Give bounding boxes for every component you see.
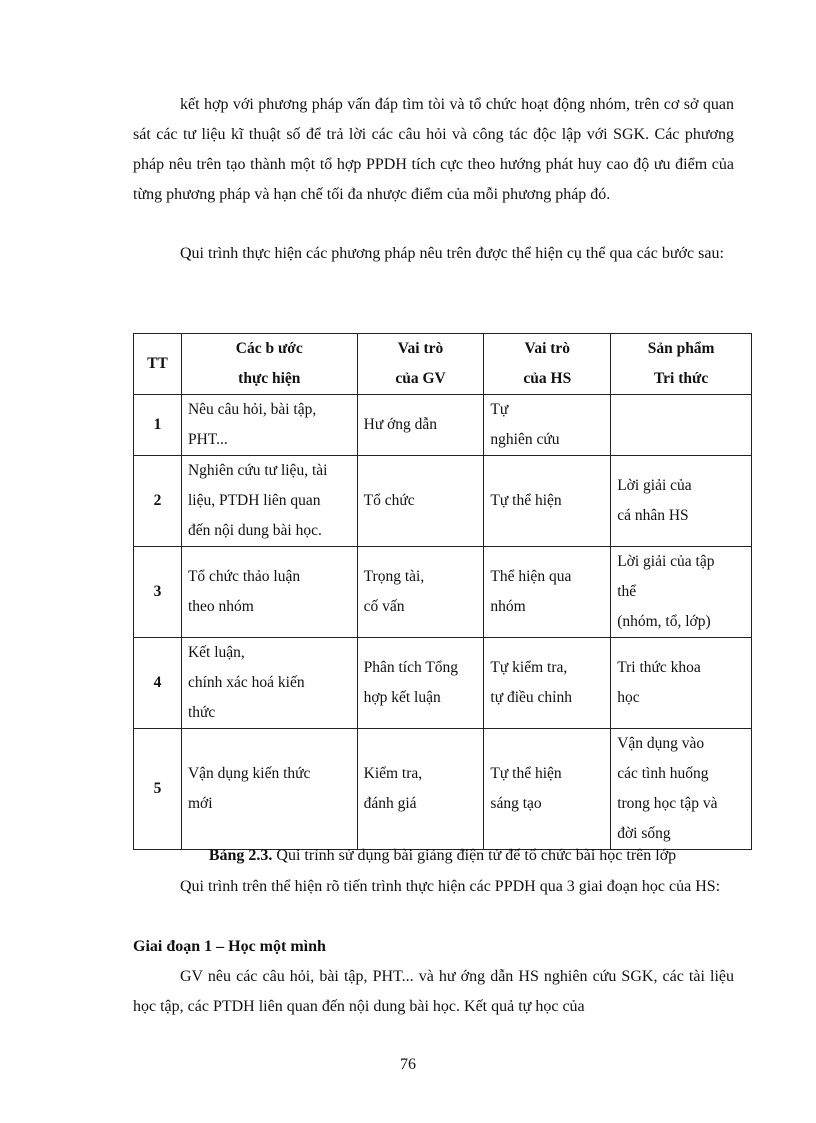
cell-product: Tri thức khoa học bbox=[611, 638, 752, 729]
row-number: 4 bbox=[134, 638, 182, 729]
cell-product bbox=[611, 395, 752, 456]
paragraph-stage-1-body: GV nêu các câu hỏi, bài tập, PHT... và hư ớng dẫn HS nghiên cứu SGK, các tài liệu học tập, các PTDH liên quan đến nội dung bài học. Kết quả tự học của bbox=[133, 968, 734, 1015]
cell-hs-role: Tự nghiên cứu bbox=[484, 395, 611, 456]
paragraph-methods-combination: kết hợp với phương pháp vấn đáp tìm tòi và tổ chức hoạt động nhóm, trên cơ sở quan sát các tư liệu kĩ thuật số để trả lời các câu hỏi và công tác độc lập với SGK. Các phương pháp nêu trên tạo thành một tổ hợp PPDH tích cực theo hướng phát huy cao độ ưu điểm của từng phương pháp và hạn chế tối đa nhược điểm của mỗi phương pháp đó. bbox=[133, 96, 734, 203]
cell-product: Lời giải của cá nhân HS bbox=[611, 456, 752, 547]
procedure-table bbox=[133, 333, 752, 850]
table-row bbox=[134, 638, 752, 729]
table-row bbox=[134, 456, 752, 547]
header-steps: Các b ước thực hiện bbox=[181, 334, 357, 395]
cell-steps: Nghiên cứu tư liệu, tài liệu, PTDH liên quan đến nội dung bài học. bbox=[181, 456, 357, 547]
row-number: 5 bbox=[134, 729, 182, 850]
cell-hs-role: Tự thể hiện bbox=[484, 456, 611, 547]
paragraph-procedure-intro: Qui trình thực hiện các phương pháp nêu trên được thể hiện cụ thể qua các bước sau: bbox=[180, 245, 724, 262]
cell-product: Vận dụng vào các tình huống trong học tập và đời sống bbox=[611, 729, 752, 850]
header-product: Sản phẩm Tri thức bbox=[611, 334, 752, 395]
row-number: 3 bbox=[134, 547, 182, 638]
cell-product: Lời giải của tập thể (nhóm, tổ, lớp) bbox=[611, 547, 752, 638]
header-gv-role: Vai trò của GV bbox=[357, 334, 484, 395]
row-number: 2 bbox=[134, 456, 182, 547]
caption-text: Qui trình sử dụng bài giảng điện tử để tổ chức bài học trên lớp bbox=[272, 847, 677, 864]
cell-gv-role: Hư ớng dẫn bbox=[357, 395, 484, 456]
cell-steps: Kết luận, chính xác hoá kiến thức bbox=[181, 638, 357, 729]
table-caption bbox=[133, 844, 752, 868]
table-row bbox=[134, 395, 752, 456]
table-row bbox=[134, 547, 752, 638]
cell-hs-role: Tự thể hiện sáng tạo bbox=[484, 729, 611, 850]
cell-steps: Nêu câu hỏi, bài tập, PHT... bbox=[181, 395, 357, 456]
cell-steps: Vận dụng kiến thức mới bbox=[181, 729, 357, 850]
cell-gv-role: Trọng tài, cố vấn bbox=[357, 547, 484, 638]
caption-label: Bảng 2.3. bbox=[208, 847, 273, 864]
header-hs-role: Vai trò của HS bbox=[484, 334, 611, 395]
paragraph-three-stages: Qui trình trên thể hiện rõ tiến trình thực hiện các PPDH qua 3 giai đoạn học của HS: bbox=[180, 878, 721, 895]
section-heading-stage-1: Giai đoạn 1 – Học một mình bbox=[133, 938, 326, 955]
table-row bbox=[134, 729, 752, 850]
header-tt: TT bbox=[134, 334, 182, 395]
cell-gv-role: Kiểm tra, đánh giá bbox=[357, 729, 484, 850]
cell-gv-role: Tổ chức bbox=[357, 456, 484, 547]
cell-steps: Tổ chức thảo luận theo nhóm bbox=[181, 547, 357, 638]
cell-hs-role: Tự kiểm tra, tự điều chỉnh bbox=[484, 638, 611, 729]
page-number: 76 bbox=[400, 1056, 416, 1073]
cell-gv-role: Phân tích Tổng hợp kết luận bbox=[357, 638, 484, 729]
row-number: 1 bbox=[134, 395, 182, 456]
table-header-row bbox=[134, 334, 752, 395]
cell-hs-role: Thể hiện qua nhóm bbox=[484, 547, 611, 638]
